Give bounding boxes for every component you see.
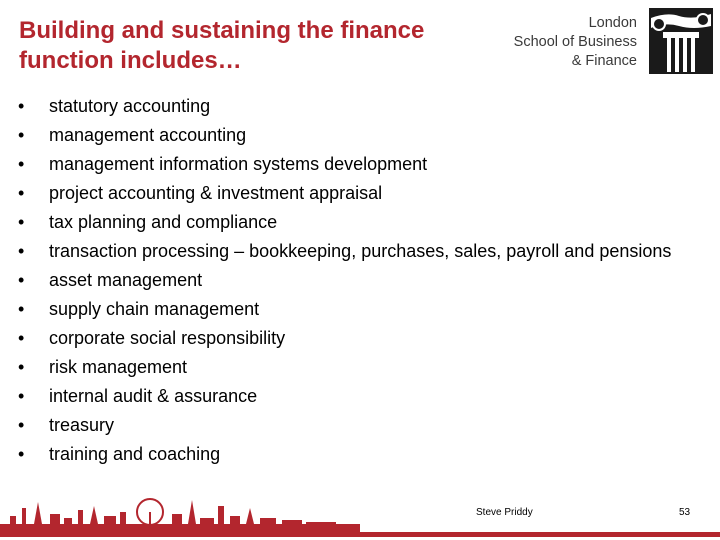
bullet-text: management accounting [49, 125, 247, 145]
bullet-text: transaction processing – bookkeeping, purchases, sales, payroll and pensions [49, 241, 672, 261]
bullet-text: corporate social responsibility [49, 328, 286, 348]
bullet-marker: • [18, 125, 25, 145]
bullet-item [18, 326, 698, 350]
bullet-list [18, 94, 698, 471]
bullet-text: project accounting & investment appraisal [49, 183, 383, 203]
bullet-item [18, 210, 698, 234]
footer-accent-line [0, 532, 720, 537]
title-line-2: function includes… [19, 47, 242, 74]
bullet-marker: • [18, 386, 25, 406]
bullet-text: training and coaching [49, 444, 221, 464]
bullet-marker: • [18, 444, 25, 464]
footer-author: Steve Priddy [476, 507, 533, 518]
bullet-marker: • [18, 241, 25, 261]
title-line-1: Building and sustaining the finance [19, 17, 425, 44]
logo-line-2: School of Business [513, 34, 637, 50]
bullet-marker: • [18, 270, 25, 290]
bullet-item [18, 94, 698, 118]
bullet-marker: • [18, 357, 25, 377]
school-logo [505, 8, 717, 74]
bullet-item [18, 442, 698, 466]
column-capital-icon [649, 8, 713, 74]
bullet-item [18, 384, 698, 408]
bullet-marker: • [18, 96, 25, 116]
bullet-marker: • [18, 415, 25, 435]
bullet-item [18, 268, 698, 292]
bullet-text: management information systems development [49, 154, 428, 174]
bullet-item [18, 239, 698, 263]
bullet-item [18, 123, 698, 147]
bullet-item [18, 413, 698, 437]
logo-line-1: London [588, 15, 637, 31]
logo-text [514, 14, 637, 71]
bullet-item [18, 355, 698, 379]
bullet-text: risk management [49, 357, 188, 377]
bullet-marker: • [18, 299, 25, 319]
bullet-text: internal audit & assurance [49, 386, 258, 406]
bullet-item [18, 181, 698, 205]
bullet-text: asset management [49, 270, 203, 290]
bullet-marker: • [18, 212, 25, 232]
bullet-marker: • [18, 183, 25, 203]
logo-line-3: & Finance [571, 53, 637, 69]
bullet-text: statutory accounting [49, 96, 211, 116]
slide-title [19, 16, 499, 76]
bullet-item [18, 297, 698, 321]
bullet-marker: • [18, 328, 25, 348]
page-number: 53 [679, 507, 691, 518]
bullet-text: tax planning and compliance [49, 212, 278, 232]
bullet-text: treasury [49, 415, 115, 435]
bullet-marker: • [18, 154, 25, 174]
bullet-item [18, 152, 698, 176]
bullet-text: supply chain management [49, 299, 260, 319]
